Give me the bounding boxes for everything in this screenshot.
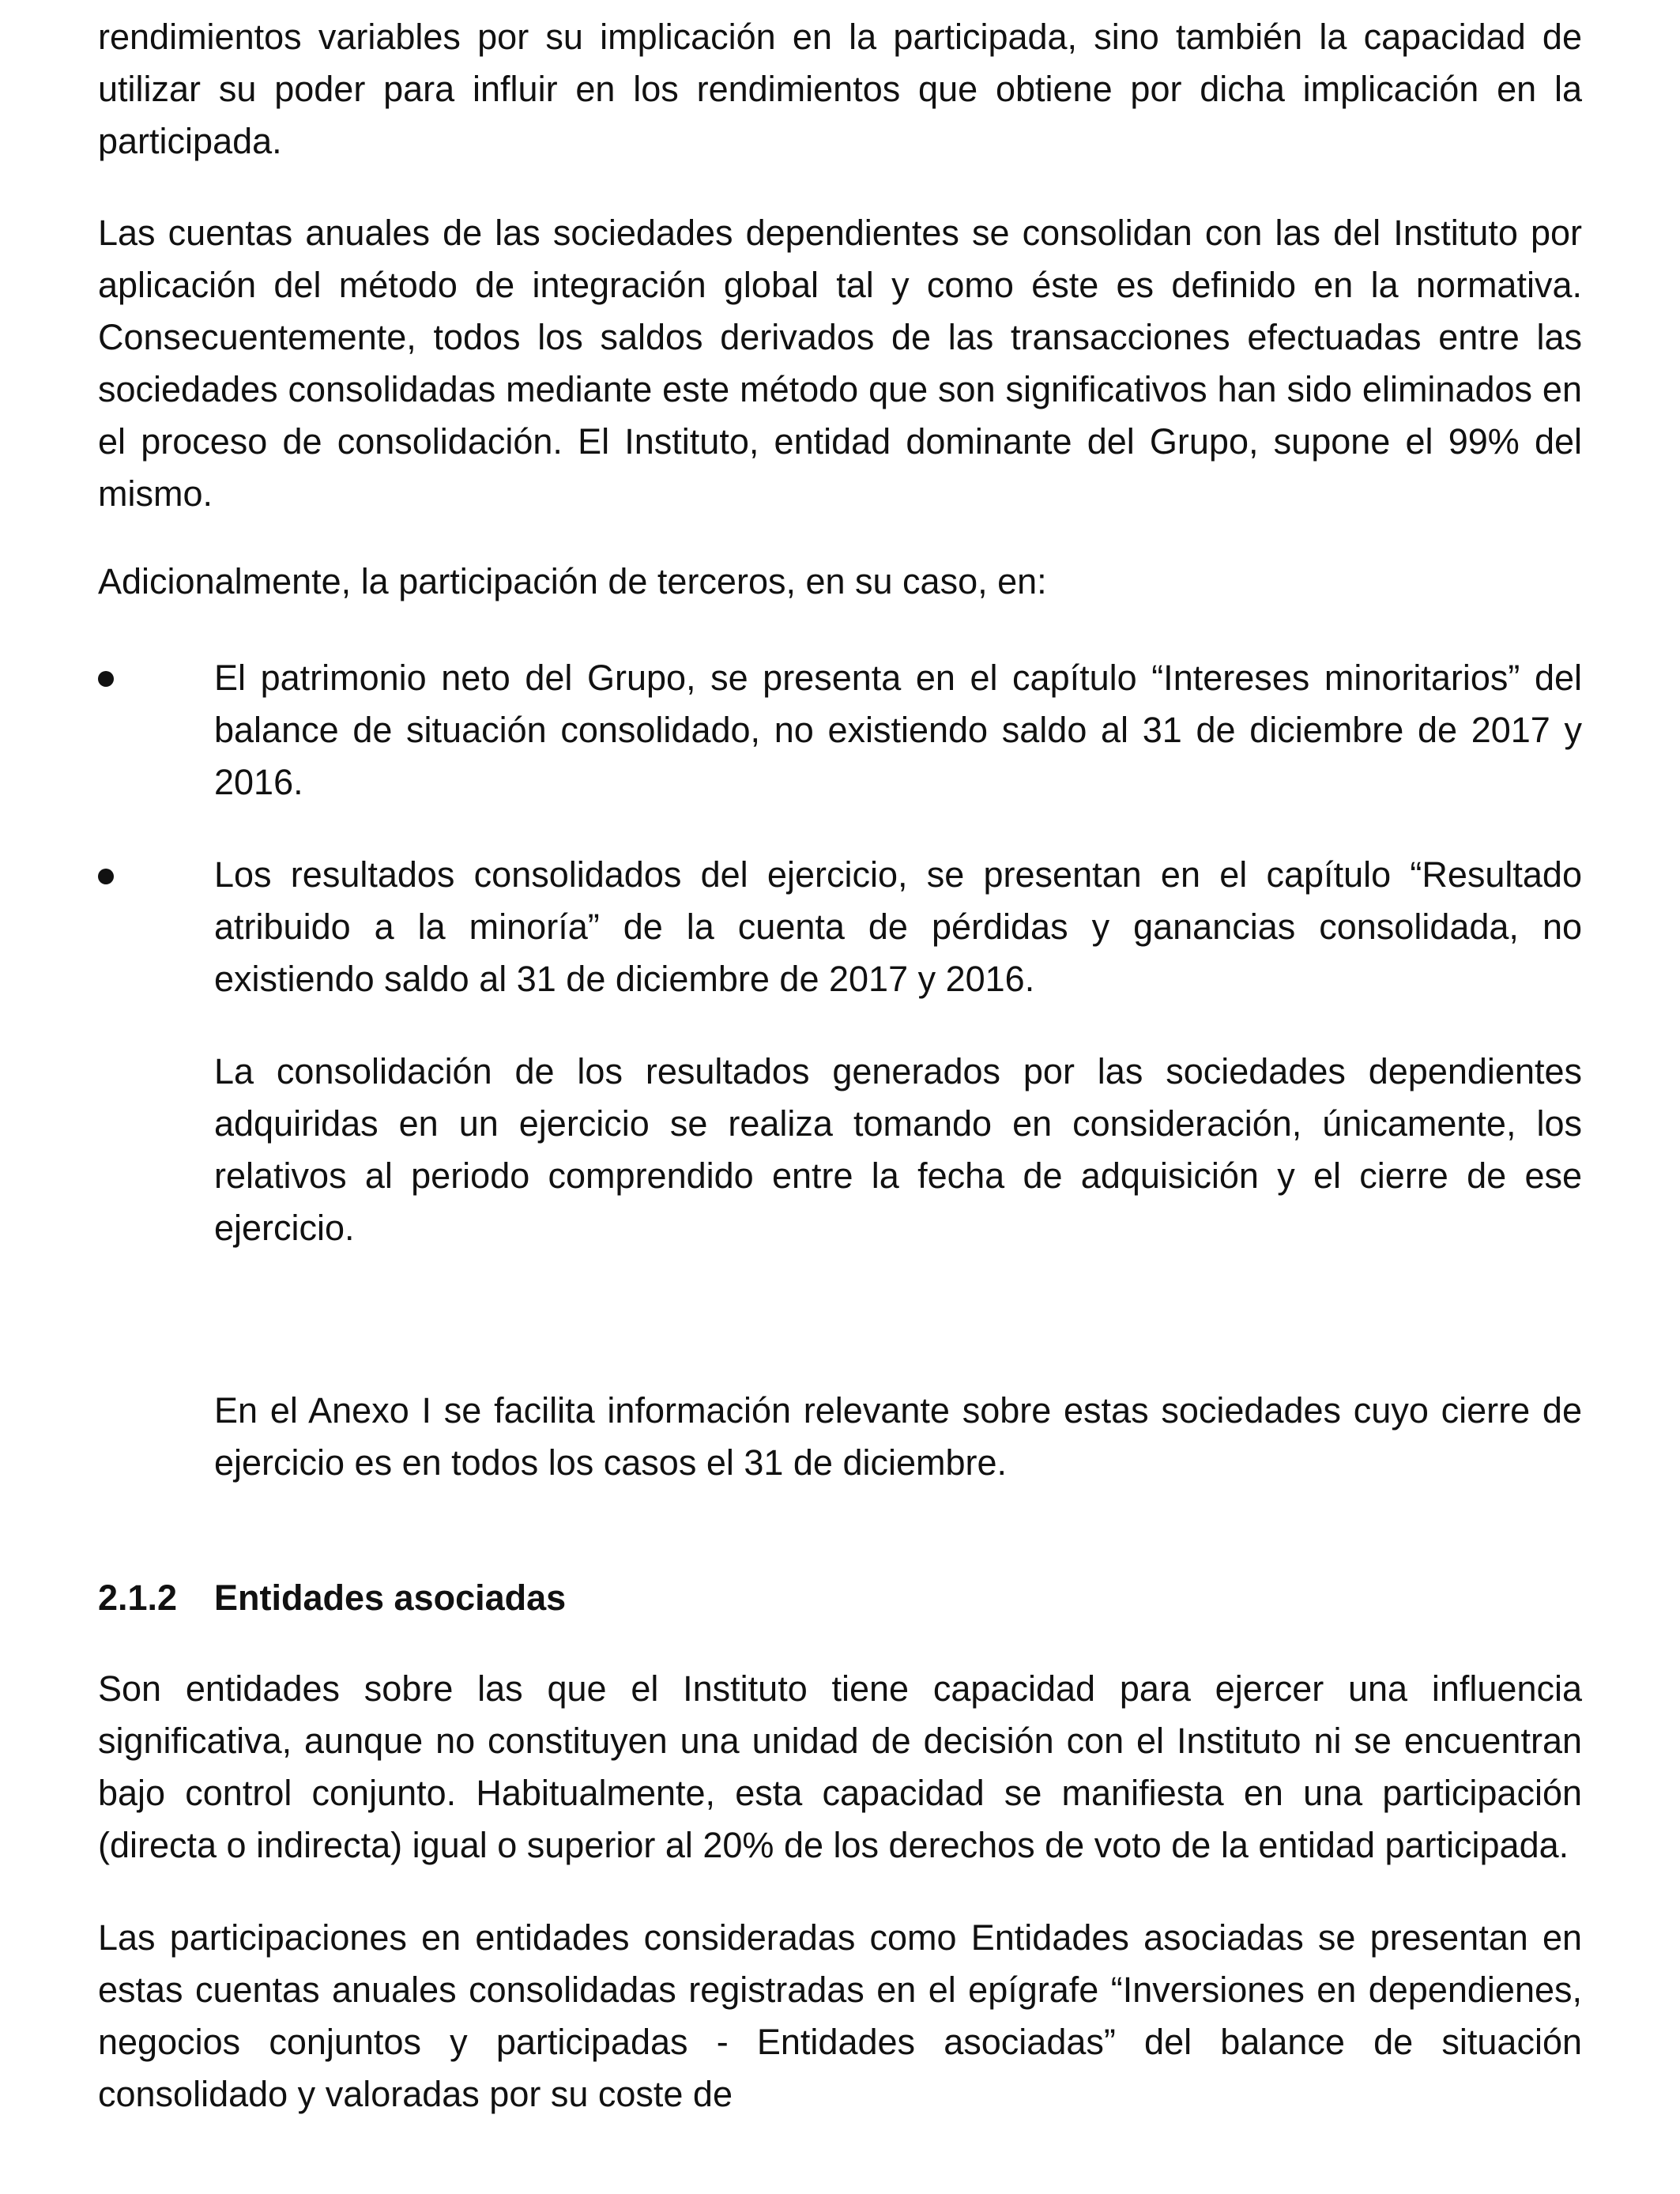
bullet-icon	[98, 869, 114, 884]
paragraph-consolidation-method: Las cuentas anuales de las sociedades dependientes se consolidan con las del Instituto por aplicación del método de integración global tal y como éste es definido en la normativa. Consecuentemente, todos los saldos derivados de las transacciones efectuadas entre las sociedades consolidadas mediante este método que son significativos han sido eliminados en el proceso de consolidación. El Instituto, entidad dominante del Grupo, supone el 99% del mismo.	[98, 213, 1582, 514]
paragraph-annex-reference: En el Anexo I se facilita información relevante sobre estas sociedades cuyo cierre de ejercicio es en todos los casos el 31 de diciembre.	[214, 1390, 1582, 1483]
paragraph-results-consolidation: La consolidación de los resultados generados por las sociedades dependientes adquiridas en un ejercicio se realiza tomando en consideración, únicamente, los relativos al periodo comprendido entre la fecha de adquisición y el cierre de ese ejercicio.	[214, 1051, 1582, 1248]
bullet-icon	[98, 671, 114, 687]
section-number: 2.1.2	[98, 1578, 178, 1618]
paragraph-associates-definition: Son entidades sobre las que el Instituto tiene capacidad para ejercer una influencia significativa, aunque no constituyen una unidad de decisión con el Instituto ni se encuentran bajo control conjunto. Habitualmente, esta capacidad se manifiesta en una participación (directa o indirecta) igual o superior al 20% de los derechos de voto de la entidad participada.	[98, 1668, 1582, 1865]
section-title: Entidades asociadas	[214, 1578, 567, 1618]
section-heading	[98, 1572, 566, 1624]
paragraph-associates-presentation: Las participaciones en entidades consideradas como Entidades asociadas se presentan en estas cuentas anuales consolidadas registradas en el epígrafe “Inversiones en dependienes, negocios conjuntos y participadas - Entidades asociadas” del balance de situación consolidado y valoradas por su coste de	[98, 1917, 1582, 2114]
paragraph-control-definition: rendimientos variables por su implicación en la participada, sino también la capacidad de utilizar su poder para influir en los rendimientos que obtiene por dicha implicación en la participada.	[98, 17, 1582, 161]
paragraph-third-parties-intro: Adicionalmente, la participación de terceros, en su caso, en:	[98, 561, 1047, 601]
bullet-item-equity: El patrimonio neto del Grupo, se presenta en el capítulo “Intereses minoritarios” del balance de situación consolidado, no existiendo saldo al 31 de diciembre de 2017 y 2016.	[214, 658, 1582, 802]
bullet-item-results: Los resultados consolidados del ejercicio, se presentan en el capítulo “Resultado atribuido a la minoría” de la cuenta de pérdidas y ganancias consolidada, no existiendo saldo al 31 de diciembre de 2017 y 2016.	[214, 854, 1582, 999]
